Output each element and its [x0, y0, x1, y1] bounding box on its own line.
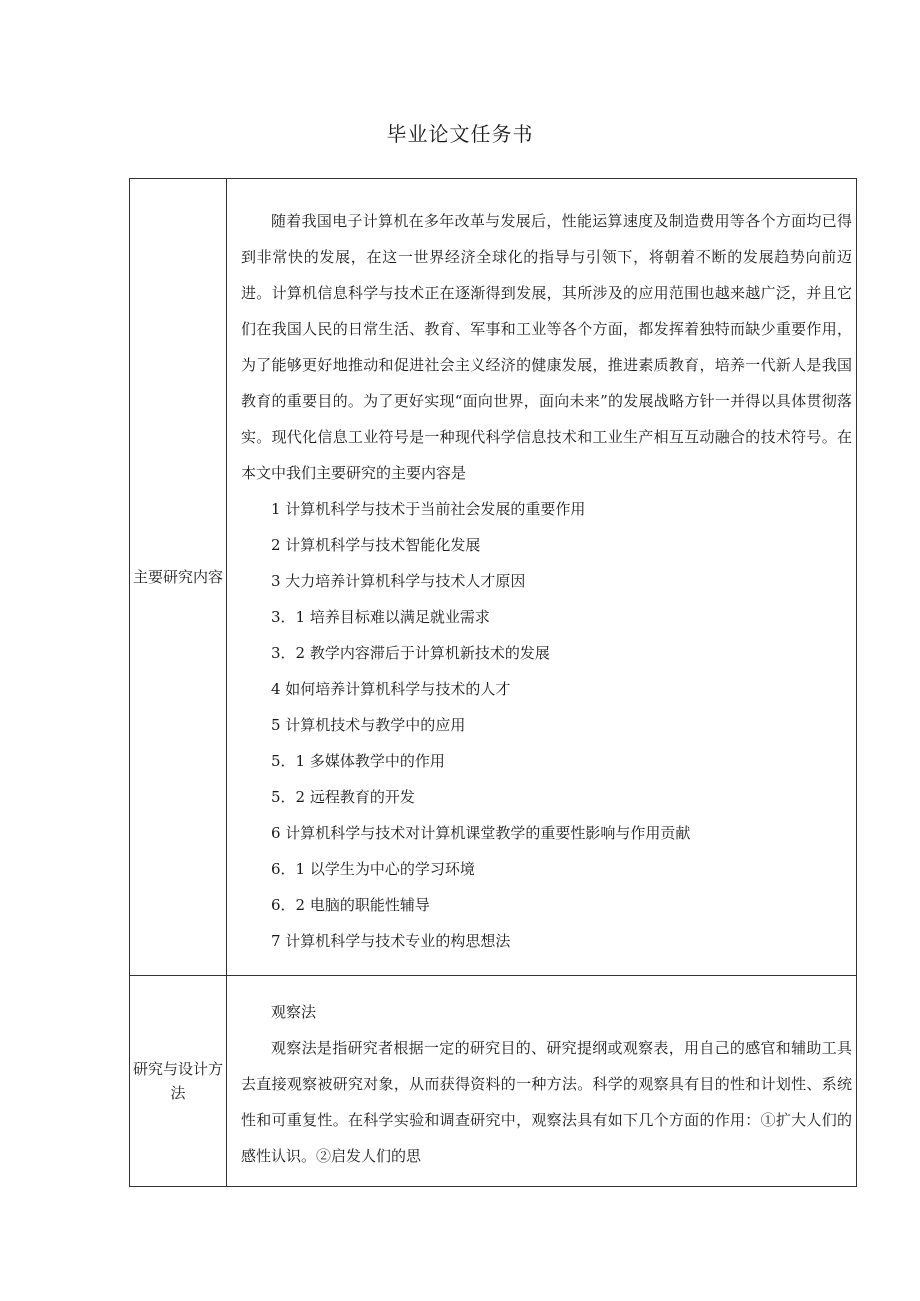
outline-item: 5．1 多媒体教学中的作用 [271, 752, 445, 770]
research-content-cell [227, 179, 857, 976]
method-cell [227, 976, 857, 1187]
outline-item: 5 计算机技术与教学中的应用 [271, 716, 466, 734]
outline-item: 6．1 以学生为中心的学习环境 [271, 860, 475, 878]
table-row-research-content [130, 179, 857, 976]
intro-paragraph: 随着我国电子计算机在多年改革与发展后，性能运算速度及制造费用等各个方面均已得到非常快的发展，在这一世界经济全球化的指导与引领下，将朝着不断的发展趋势向前迈进。计算机信息科学与技术正在逐渐得到发展，其所涉及的应用范围也越来越广泛，并且它们在我国人民的日常生活、教育、军事和工业等各个方面，都发挥着独特而缺少重要作用，为了能够更好地推动和促进社会主义经济的健康发展，推进素质教育，培养一代新人是我国教育的重要目的。为了更好实现“面向世界，面向未来”的发展战略方针一并得以具体贯彻落实。现代化信息工业符号是一种现代科学信息技术和工业生产相互互动融合的技术符号。在本文中我们主要研究的主要内容是 [241, 212, 852, 482]
row-label-research-content: 主要研究内容 [130, 179, 227, 976]
method-paragraph: 观察法是指研究者根据一定的研究目的、研究提纲或观察表，用自己的感官和辅助工具去直接观察被研究对象，从而获得资料的一种方法。科学的观察具有目的性和计划性、系统性和可重复性。在科学实验和调查研究中，观察法具有如下几个方面的作用：①扩大人们的感性认识。②启发人们的思 [241, 1039, 852, 1165]
outline-item: 5．2 远程教育的开发 [271, 788, 415, 806]
document-title: 毕业论文任务书 [386, 122, 534, 146]
table-row-method [130, 976, 857, 1187]
row-label-method: 研究与设计方法 [130, 976, 227, 1187]
outline-item: 7 计算机科学与技术专业的构思想法 [271, 932, 511, 950]
outline-item: 3．1 培养目标难以满足就业需求 [271, 608, 490, 626]
outline-item: 3．2 教学内容滞后于计算机新技术的发展 [271, 644, 550, 662]
outline-item: 1 计算机科学与技术于当前社会发展的重要作用 [271, 500, 586, 518]
task-table [129, 178, 857, 1187]
method-heading: 观察法 [271, 1003, 317, 1021]
outline-item: 4 如何培养计算机科学与技术的人才 [271, 680, 511, 698]
outline-item: 6 计算机科学与技术对计算机课堂教学的重要性影响与作用贡献 [271, 824, 691, 842]
outline-item: 3 大力培养计算机科学与技术人才原因 [271, 572, 526, 590]
outline-item: 2 计算机科学与技术智能化发展 [271, 536, 481, 554]
outline-item: 6．2 电脑的职能性辅导 [271, 896, 430, 914]
